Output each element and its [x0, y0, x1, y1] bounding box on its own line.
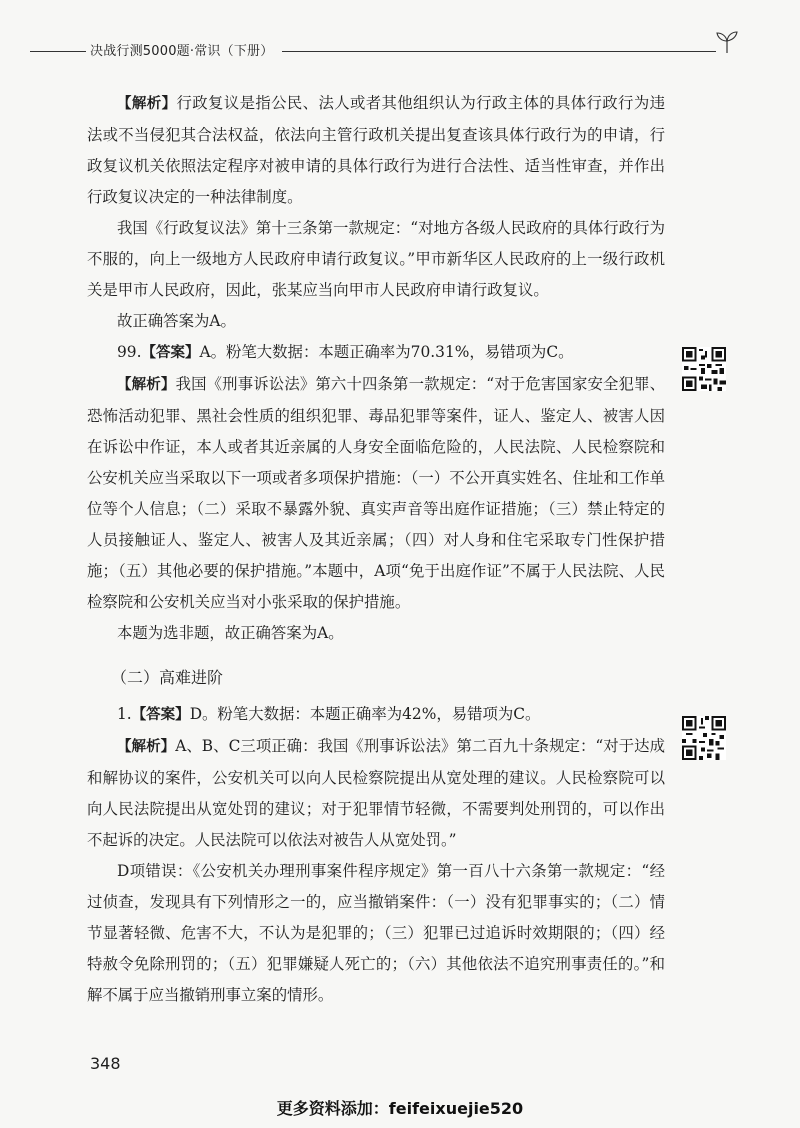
header-title: 决战行测5000题·常识（下册）: [90, 44, 274, 59]
question-number: 99.: [117, 343, 142, 361]
running-header: [30, 40, 740, 60]
qr-code-icon[interactable]: [682, 347, 726, 391]
header-rule-left: [30, 51, 86, 52]
paragraph-text: 我国《刑事诉讼法》第六十四条第一款规定：“对于危害国家安全犯罪、恐怖活动犯罪、黑社会性质的组织犯罪、毒品犯罪等案件，证人、鉴定人、被害人因在诉讼中作证，本人或者其近亲属的人身安全面临危险的，人民法院、人民检察院和公安机关应当采取以下一项或者多项保护措施：（一）不公开真实姓名、住址和工作单位等个人信息；（二）采取不暴露外貌、真实声音等出庭作证措施；（三）禁止特定的人员接触证人、鉴定人、被害人及其近亲属；（四）对人身和住宅采取专门性保护措施；（五）其他必要的保护措施。”本题中，A项“免于出庭作证”不属于人民法院、人民检察院和公安机关应当对小张采取的保护措施。: [87, 375, 665, 611]
body-paragraph: 我国《行政复议法》第十三条第一款规定：“对地方各级人民政府的具体行政行为不服的，向上一级地方人民政府申请行政复议。”甲市新华区人民政府的上一级行政机关是甲市人民政府，因此，张某应当向甲市人民政府申请行政复议。: [87, 219, 665, 299]
analysis-paragraph: [87, 88, 665, 213]
section-heading: （二）高难进阶: [111, 668, 224, 687]
analysis-tag: 【解析】: [117, 96, 177, 112]
analysis-tag: 【解析】: [117, 739, 176, 755]
page-body: [87, 88, 665, 1011]
body-paragraph: 故正确答案为A。: [117, 312, 236, 330]
page-number: 348: [90, 1054, 121, 1073]
analysis-tag: 【解析】: [117, 377, 176, 393]
paragraph-text: A、B、C三项正确：我国《刑事诉讼法》第二百九十条规定：“对于达成和解协议的案件，公安机关可以向人民检察院提出从宽处理的建议。人民检察院可以向人民法院提出从宽处罚的建议；对于犯罪情节轻微，不需要判处刑罚的，可以作出不起诉的决定。人民法院可以依法对被告人从宽处罚。”: [87, 737, 666, 849]
qr-code-icon[interactable]: [682, 716, 726, 760]
qr-code-graphic: [682, 716, 726, 760]
header-rule-right: [282, 51, 716, 52]
analysis-paragraph: [87, 731, 665, 856]
paragraph-text: A。粉笔大数据：本题正确率为70.31%，易错项为C。: [199, 343, 574, 361]
paragraph-text: 行政复议是指公民、法人或者其他组织认为行政主体的具体行政行为违法或不当侵犯其合法权益，依法向主管行政机关提出复查该具体行政行为的申请，行政复议机关依照法定程序对被申请的具体行政行为进行合法性、适当性审查，并作出行政复议决定的一种法律制度。: [87, 94, 665, 206]
answer-paragraph: [87, 337, 665, 369]
paragraph-text: D。粉笔大数据：本题正确率为42%，易错项为C。: [189, 705, 541, 723]
body-paragraph: D项错误：《公安机关办理刑事案件程序规定》第一百八十六条第一款规定：“经过侦查，发现具有下列情形之一的，应当撤销案件：（一）没有犯罪事实的；（二）情节显著轻微、危害不大，不认为是犯罪的；（三）犯罪已过追诉时效期限的；（四）经特赦令免除刑罚的；（五）犯罪嫌疑人死亡的；（六）其他依法不追究刑事责任的。”和解不属于应当撤销刑事立案的情形。: [87, 862, 665, 1004]
body-paragraph: 本题为选非题，故正确答案为A。: [117, 624, 344, 642]
answer-tag: 【答案】: [131, 707, 190, 723]
qr-code-graphic: [682, 347, 726, 391]
question-number: 1.: [117, 705, 132, 723]
footer-note: 更多资料添加：feifeixuejie520: [276, 1099, 524, 1118]
answer-paragraph: [87, 699, 665, 731]
analysis-paragraph: [87, 369, 665, 618]
sprout-icon: [714, 30, 740, 54]
answer-tag: 【答案】: [141, 345, 200, 361]
